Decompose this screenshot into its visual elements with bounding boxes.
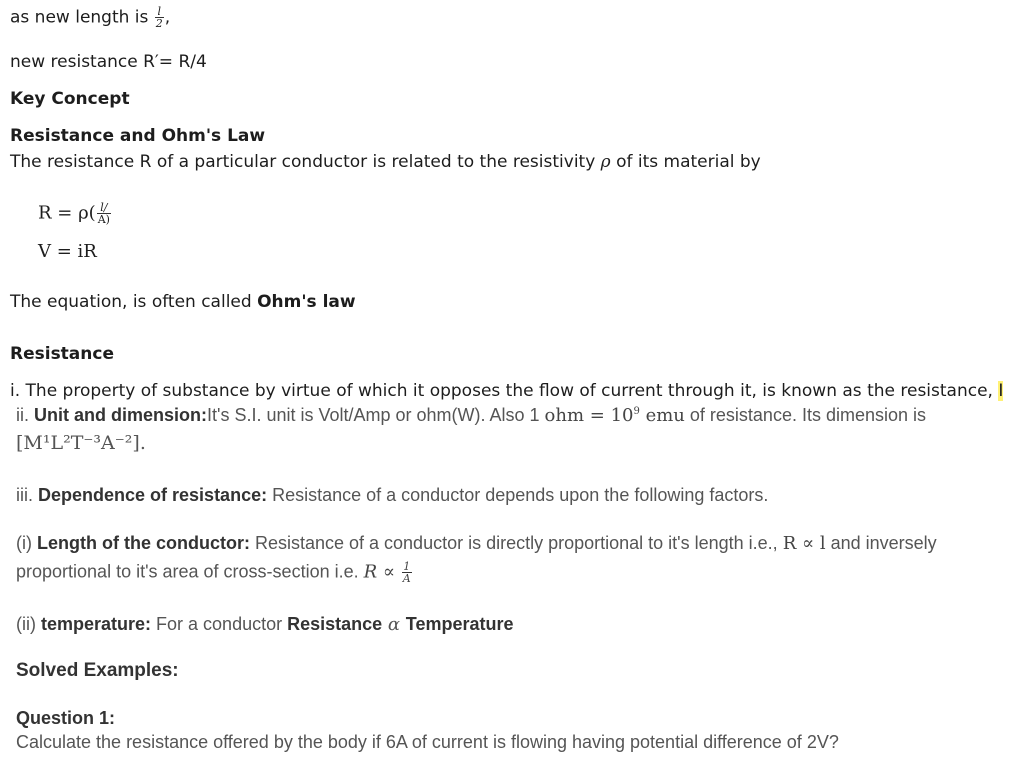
factor-length-area: proportional to it's area of cross-section i.e. R ∝ $\frac{1}{A}$: [16, 560, 411, 585]
factor-length: (i) Length of the conductor: Resistance of a conductor is directly proportional to it's length i.e., R ∝ l and inversely: [16, 533, 937, 554]
key-concept-heading: Key Concept: [10, 89, 130, 109]
fraction-l-over-a: $\frac{l/}{A)}$: [97, 201, 110, 226]
resistance-heading: Resistance: [10, 344, 114, 364]
section-title: Resistance and Ohm's Law: [10, 126, 266, 146]
ohm-law-line: The equation, is often called Ohm's law: [10, 292, 356, 312]
question-text: Calculate the resistance offered by the body if 6A of current is flowing having potential difference of 2V?: [16, 732, 839, 752]
solved-examples-heading: Solved Examples:: [16, 660, 179, 681]
equation-ohm: V = iR: [38, 241, 97, 262]
intro-text: The resistance R of a particular conductor is related to the resistivity ρ of its material by: [10, 152, 761, 172]
fraction-l-over-2: $\frac{l}{2}$: [155, 5, 163, 30]
line-new-length: as new length is $\frac{l}{2}$ ,: [10, 5, 171, 30]
equation-resistance: R = ρ( $\frac{l/}{A)}$: [38, 201, 110, 226]
point-i: i. The property of substance by virtue of which it opposes the flow of current through it, is known as the resistance, I: [10, 381, 1004, 401]
fraction-1-over-a: $\frac{1}{A}$: [402, 560, 411, 585]
point-iii: iii. Dependence of resistance: Resistance of a conductor depends upon the following factors.: [16, 485, 769, 505]
factor-temperature: (ii) temperature: For a conductor Resistance α Temperature: [16, 614, 514, 635]
question-label: Question 1:: [16, 708, 116, 728]
line-new-resistance: new resistance R′= R/4: [10, 52, 207, 72]
dimension-formula: [M¹L²T⁻³A⁻²].: [16, 432, 146, 454]
point-ii: ii. Unit and dimension:It's S.I. unit is Volt/Amp or ohm(W). Also 1 ohm = $10^9$ emu of resistance. Its dimension is: [16, 405, 927, 426]
